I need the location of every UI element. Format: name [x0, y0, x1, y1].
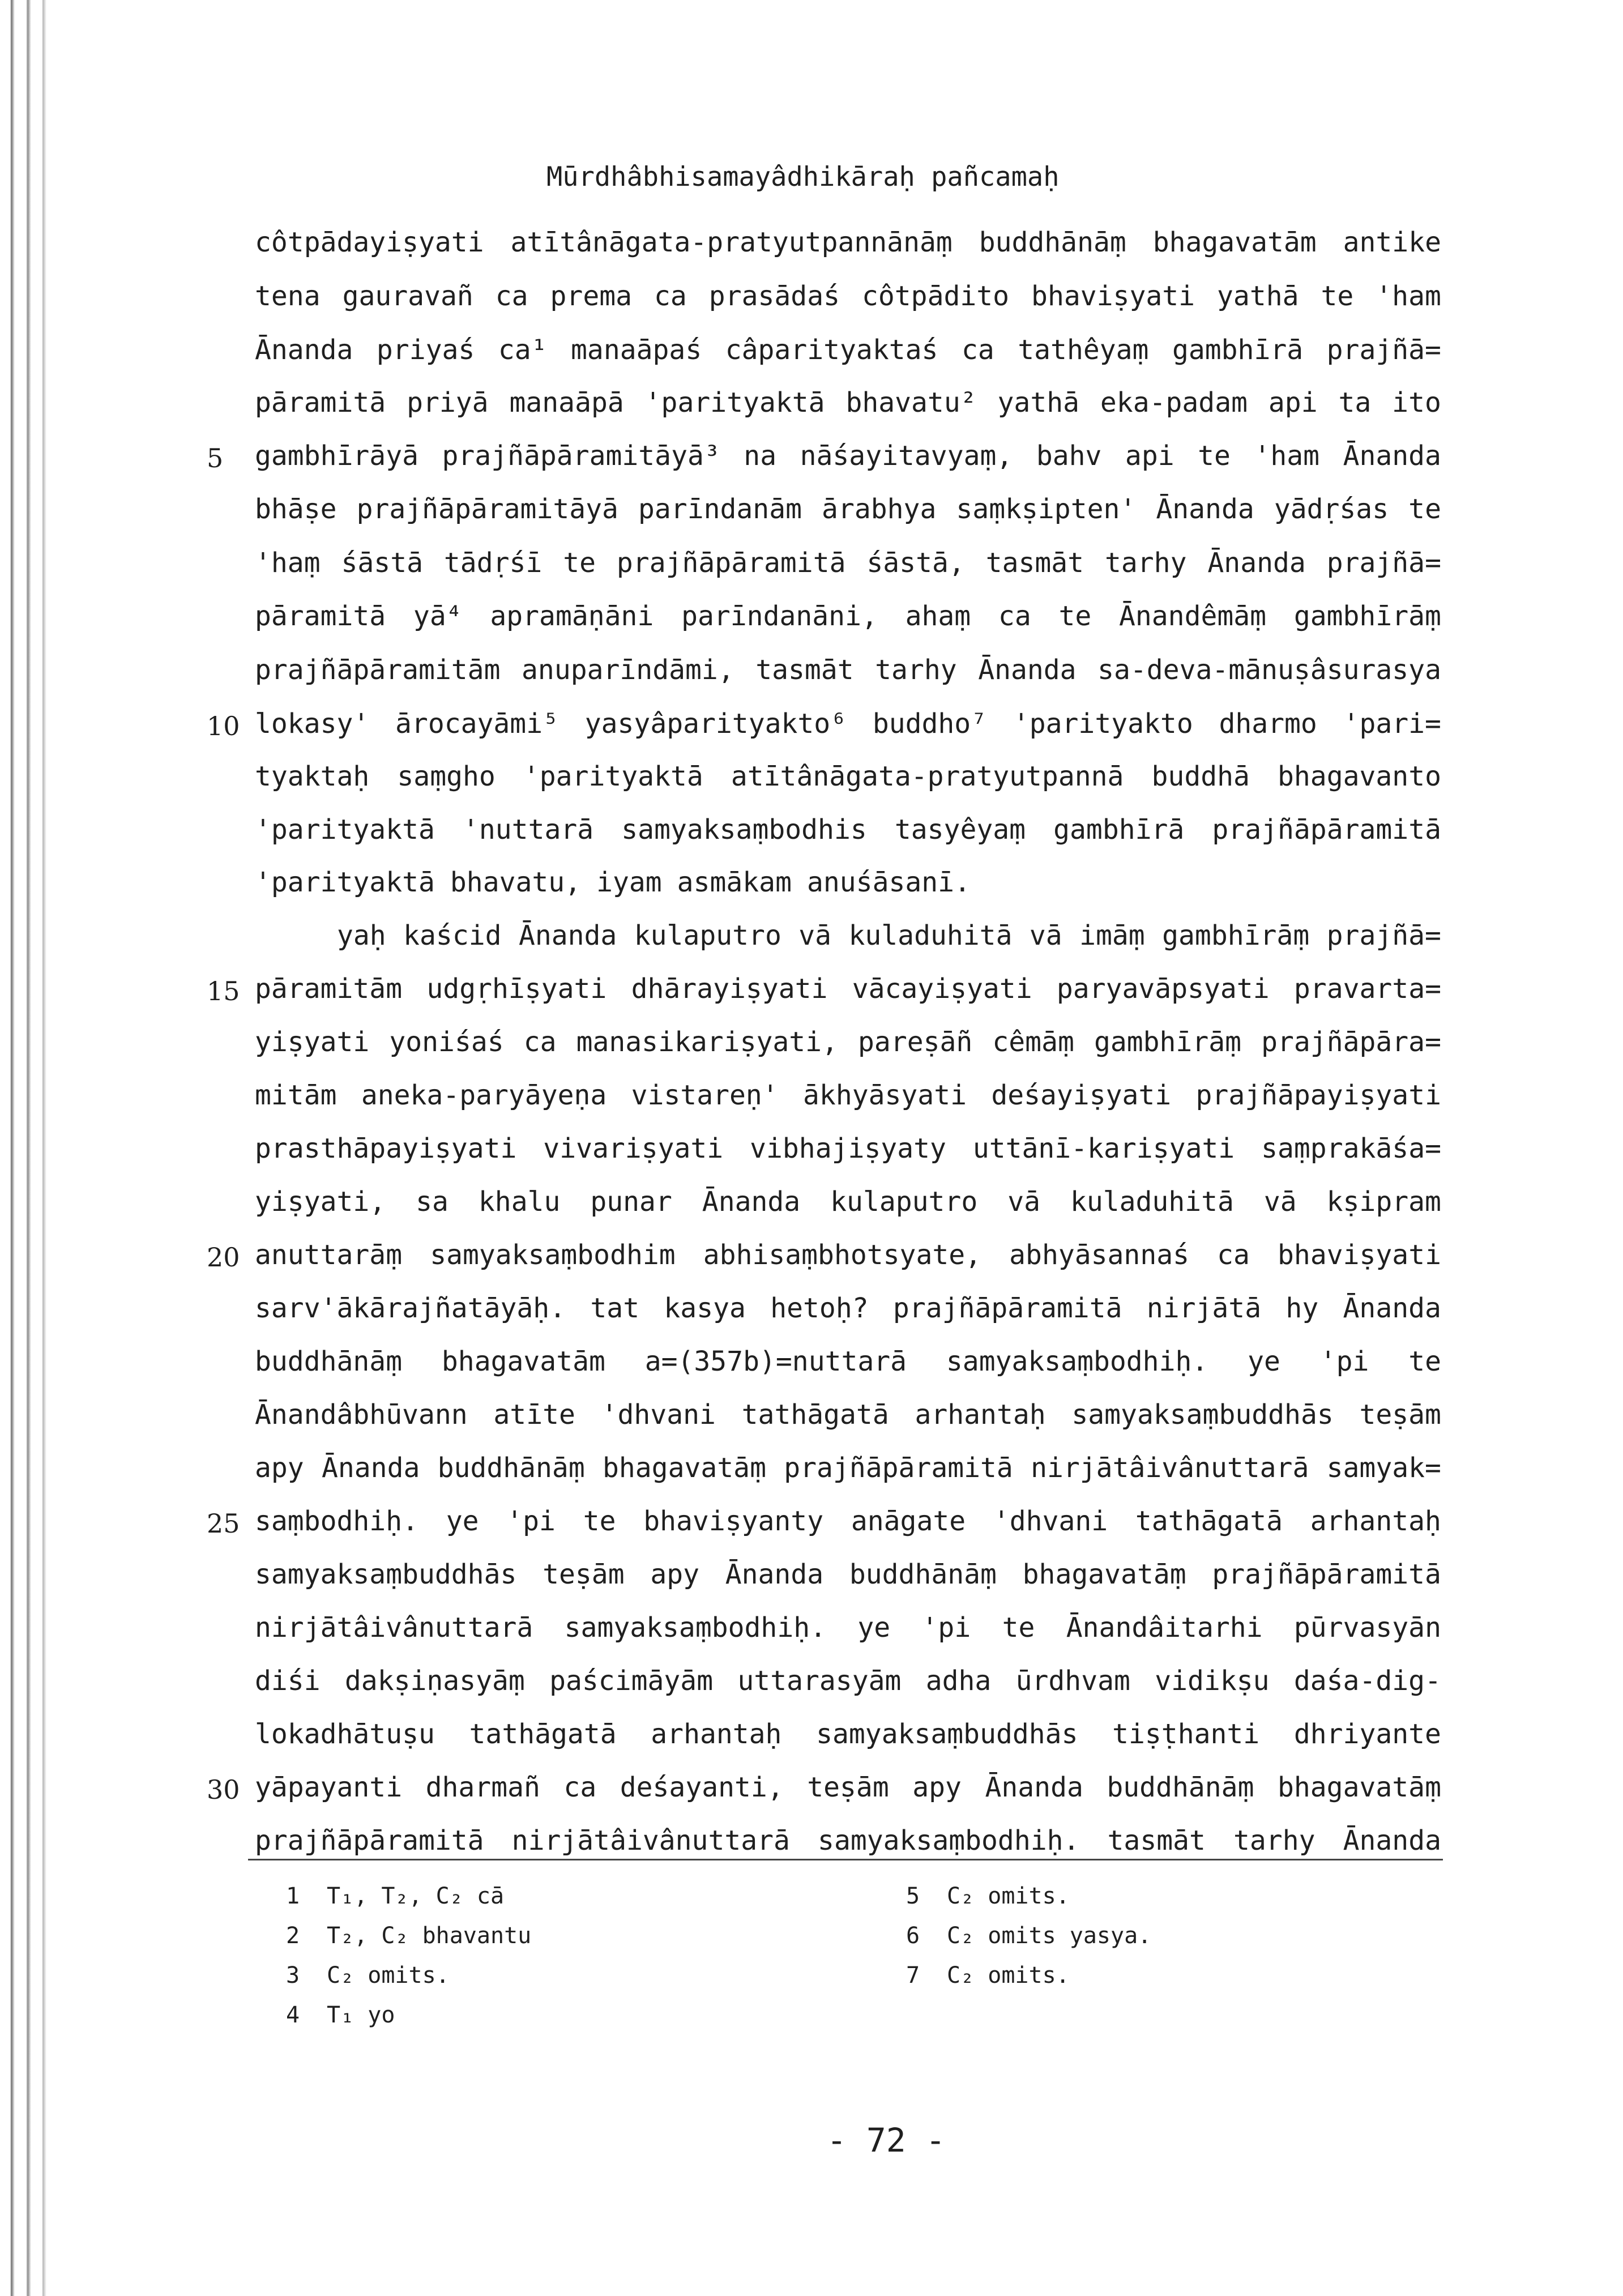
text-line-29 [255, 1718, 1441, 1772]
word: Ānanda [978, 654, 1077, 686]
word: hetoḥ? [770, 1292, 869, 1324]
word: vācayiṣyati [852, 973, 1032, 1005]
text-line-5 [255, 440, 1441, 494]
word: bhagavanto [1278, 761, 1441, 792]
text-line-17 [255, 1079, 1441, 1133]
word: vivariṣyati [543, 1133, 724, 1164]
word: saṃprakāśa= [1261, 1133, 1441, 1164]
footnote: 4 T₁ yo [286, 2002, 395, 2028]
line-number: 20 [207, 1242, 240, 1273]
word: Ānanda [321, 1452, 420, 1484]
word: dharmo [1219, 708, 1317, 740]
word: buddhānāṃ [255, 1346, 403, 1377]
word: 'ham [1254, 440, 1320, 472]
word: buddho⁷ [872, 708, 988, 740]
word: hy [1285, 1292, 1319, 1324]
text-line-11 [255, 761, 1441, 814]
word: samyaksaṃbuddhās [255, 1559, 517, 1590]
text-line-1 [255, 227, 1441, 280]
footnote: 7 C₂ omits. [906, 1962, 1070, 1988]
line-number: 10 [207, 711, 240, 741]
word: apy [255, 1452, 304, 1484]
word: punar [590, 1186, 672, 1218]
word: prajñāpāramitā [255, 1825, 484, 1857]
word: vā [798, 920, 832, 951]
text-line-18 [255, 1133, 1441, 1187]
word: uttānī-kariṣyati [972, 1133, 1235, 1164]
word: ye [446, 1505, 479, 1537]
text-line-21 [255, 1292, 1441, 1346]
word: śāstā [341, 547, 423, 579]
text-line-8 [255, 600, 1441, 654]
text-line-20 [255, 1239, 1441, 1293]
word: ye [857, 1612, 891, 1644]
word: prasādaś [708, 280, 840, 312]
word: manaāpaś [571, 334, 702, 366]
word: dharmañ [425, 1772, 540, 1803]
text-line-19 [255, 1186, 1441, 1240]
word: kulaputro [830, 1186, 978, 1218]
word: sa-deva-mānuṣâsurasya [1097, 654, 1441, 686]
word: priyā [407, 387, 489, 419]
word: ūrdhvam [1015, 1665, 1130, 1697]
word: kasya [664, 1292, 746, 1324]
word: api [1268, 387, 1318, 419]
word: cêmāṃ [992, 1026, 1074, 1058]
text-line-4 [255, 387, 1441, 441]
word: tathêyaṃ [1018, 334, 1149, 366]
word: prajñāpāramitā [1212, 814, 1441, 846]
word: nirjātâivânuttarā [511, 1825, 790, 1857]
word: antike [1343, 227, 1441, 258]
word: khalu [478, 1186, 561, 1218]
word: paryavāpsyati [1056, 973, 1270, 1005]
word: prajñā= [1326, 547, 1441, 579]
line-number: 5 [207, 443, 224, 473]
word: bhaviṣyati [1031, 280, 1195, 312]
word: prajñāpāramitā [1212, 1559, 1441, 1590]
word: Ānandâbhūvann [255, 1399, 468, 1431]
word: bhāṣe [255, 493, 337, 525]
word: bhagavatāṃ [1022, 1559, 1186, 1590]
word: tena [255, 280, 321, 312]
word: côtpādayiṣyati [255, 227, 484, 258]
word: daśa-dig- [1293, 1665, 1441, 1697]
word: ārabhya [822, 493, 937, 525]
word: bhagavatām [1152, 227, 1317, 258]
word: ahaṃ [905, 600, 971, 632]
word: tasyêyaṃ [894, 814, 1026, 846]
word: Ānanda [518, 920, 617, 951]
word: tasmāt [985, 547, 1084, 579]
word: ca¹ [498, 334, 548, 366]
word: te [563, 547, 596, 579]
word: anuttarāṃ [255, 1239, 403, 1271]
word: yiṣyati [255, 1026, 370, 1058]
word: 'pi [1319, 1346, 1369, 1377]
text-line-15 [255, 973, 1441, 1027]
text-line-12 [255, 814, 1441, 868]
word: lokadhātuṣu [255, 1718, 435, 1750]
word: Ānanda [255, 334, 353, 366]
word: buddhānāṃ [849, 1559, 997, 1590]
text-line-6 [255, 493, 1441, 547]
word: samyaksaṃbodhiḥ. [946, 1346, 1208, 1377]
text-line-28 [255, 1665, 1441, 1719]
word: 'dhvani [601, 1399, 716, 1431]
word: saṃgho [397, 761, 496, 792]
word: 'nuttarā [462, 814, 594, 846]
word: arhantaḥ [651, 1718, 782, 1750]
book-binding-edge [0, 0, 62, 2296]
word: teṣām [807, 1772, 889, 1803]
line-number: 15 [207, 976, 240, 1006]
word: kṣipram [1326, 1186, 1441, 1218]
footnote: 3 C₂ omits. [286, 1962, 450, 1988]
word: prema [550, 280, 633, 312]
footnote-rule [248, 1859, 1443, 1860]
word: na [744, 440, 777, 472]
word: 'parityaktā [523, 761, 703, 792]
word: teṣām [543, 1559, 625, 1590]
word: bahv [1036, 440, 1102, 472]
word: prajñāpayiṣyati [1195, 1079, 1441, 1111]
word: dakṣiṇasyāṃ [344, 1665, 525, 1697]
word: Ānanda [1343, 1825, 1441, 1857]
word: yathā [997, 387, 1080, 419]
word: câparityaktaś [725, 334, 938, 366]
word: uttarasyām [737, 1665, 902, 1697]
word: iyam [596, 867, 662, 898]
word: samyaksaṃbuddhās [816, 1718, 1078, 1750]
word: bhavatu² [845, 387, 977, 419]
word: 'dhvani [993, 1505, 1108, 1537]
word: bhagavatāṃ [602, 1452, 766, 1484]
word: priyaś [376, 334, 475, 366]
text-line-2 [255, 280, 1441, 334]
text-line-14 [337, 920, 1441, 974]
word: tādṛśī [443, 547, 543, 579]
word: sa [416, 1186, 449, 1218]
word: 'ham [1376, 280, 1441, 312]
running-head: Mūrdhâbhisamayâdhikāraḥ pañcamaḥ [546, 161, 1060, 193]
word: prajñāpāra= [1261, 1026, 1441, 1058]
word: yiṣyati, [255, 1186, 386, 1218]
word: anuśāsanī. [806, 867, 971, 898]
word: 'pi [506, 1505, 556, 1537]
word: tathāgatā [469, 1718, 617, 1750]
word: 'parityakto [1013, 708, 1193, 740]
word: atīte [493, 1399, 575, 1431]
word: mitām [255, 1079, 337, 1111]
word: bhavatu, [450, 867, 582, 898]
word: prajñāpāramitāyā [356, 493, 618, 525]
text-line-31 [255, 1825, 1441, 1879]
word: ca [998, 600, 1031, 632]
word: vā [1007, 1186, 1040, 1218]
word: samyaksaṃbodhiḥ. [818, 1825, 1080, 1857]
word: atītânāgata-pratyutpannā [731, 761, 1124, 792]
word: te [1321, 280, 1354, 312]
word: parīndanām [638, 493, 802, 525]
word: vidikṣu [1155, 1665, 1270, 1697]
word: apy [650, 1559, 700, 1590]
word: Ānanda [702, 1186, 801, 1218]
word: tarhy [1233, 1825, 1316, 1857]
word: kaścid [403, 920, 502, 951]
word: saṃkṣipten' [956, 493, 1137, 525]
word: tathāgatā [1135, 1505, 1283, 1537]
word: teṣām [1359, 1399, 1441, 1431]
word: tiṣṭhanti [1112, 1718, 1260, 1750]
word: pāramitām [255, 973, 403, 1005]
footnote: 5 C₂ omits. [906, 1883, 1070, 1909]
word: prajñā= [1326, 920, 1441, 951]
word: samyak= [1326, 1452, 1441, 1484]
word: samyaksaṃbodhiḥ. [564, 1612, 827, 1644]
text-line-22 [255, 1346, 1441, 1399]
word: buddhānāṃ [979, 227, 1126, 258]
word: prajñā= [1326, 334, 1441, 366]
word: buddhānāṃ [437, 1452, 585, 1484]
word: samyaksaṃbodhim [430, 1239, 676, 1271]
word: nirjātā [1146, 1292, 1262, 1324]
word: 'pari= [1343, 708, 1441, 740]
word: śāstā, [866, 547, 965, 579]
word: imāṃ [1079, 920, 1145, 951]
word: manaāpā [509, 387, 624, 419]
text-line-30 [255, 1772, 1441, 1825]
word: tyaktaḥ [255, 761, 370, 792]
word: eka-padam [1100, 387, 1248, 419]
footnote: 1 T₁, T₂, C₂ cā [286, 1883, 505, 1909]
word: nāśayitavyaṃ, [800, 440, 1013, 472]
word: prajñāpāramitā [616, 547, 846, 579]
word: yasyâparityakto⁶ [584, 708, 847, 740]
word: saṃbodhiḥ. [255, 1505, 418, 1537]
word: vā [1029, 920, 1062, 951]
word: samyaksaṃbodhis [621, 814, 867, 846]
word: 'parityaktā [644, 387, 825, 419]
word: 'haṃ [255, 547, 321, 579]
word: a=(357b)=nuttarā [644, 1346, 907, 1377]
word: bhaviṣyati [1278, 1239, 1441, 1271]
word: adha [925, 1665, 992, 1697]
word: 'parityaktā [255, 814, 435, 846]
word: yādṛśas [1274, 493, 1389, 525]
word: Ānandâitarhi [1066, 1612, 1263, 1644]
word: api [1125, 440, 1174, 472]
word: yaḥ [337, 920, 386, 951]
word: prasthāpayiṣyati [255, 1133, 517, 1164]
word: ca [495, 280, 528, 312]
word: ākhyāsyati [803, 1079, 967, 1111]
text-line-9 [255, 654, 1441, 708]
word: gambhīrāṃ [1293, 600, 1441, 632]
word: gambhīrāṃ [1094, 1026, 1242, 1058]
word: ca [1217, 1239, 1250, 1271]
word: bhaviṣyanty [643, 1505, 824, 1537]
word: te [583, 1505, 616, 1537]
word: yāpayanti [255, 1772, 403, 1803]
footnote: 6 C₂ omits yasya. [906, 1923, 1152, 1949]
word: 'parityaktā [255, 867, 435, 898]
word: 'pi [921, 1612, 971, 1644]
word: Ānanda [1343, 440, 1441, 472]
word: arhantaḥ [1310, 1505, 1441, 1537]
word: ito [1392, 387, 1441, 419]
word: te [1198, 440, 1231, 472]
word: atītânāgata-pratyutpannānāṃ [510, 227, 953, 258]
text-line-23 [255, 1399, 1441, 1453]
text-line-7 [255, 547, 1441, 601]
word: bhagavatām [441, 1346, 605, 1377]
word: aneka-paryāyeṇa [361, 1079, 607, 1111]
text-line-13 [255, 867, 1441, 920]
word: Ānanda [985, 1772, 1083, 1803]
word: yā⁴ [413, 600, 463, 632]
line-number: 25 [207, 1508, 240, 1539]
word: Ānandêmāṃ [1118, 600, 1267, 632]
text-line-16 [255, 1026, 1441, 1080]
word: tarhy [1104, 547, 1187, 579]
word: ca [654, 280, 687, 312]
word: Ānanda [1343, 1292, 1441, 1324]
word: gambhīrā [1053, 814, 1185, 846]
word: tat [590, 1292, 640, 1324]
word: asmākam [677, 867, 792, 898]
word: prajñāpāramitām [255, 654, 501, 686]
word: Ānanda [1207, 547, 1306, 579]
word: nirjātâivânuttarā [1031, 1452, 1309, 1484]
word: deśayiṣyati [991, 1079, 1172, 1111]
word: paścimāyām [549, 1665, 714, 1697]
word: kulaputro [634, 920, 781, 951]
word: dhārayiṣyati [631, 973, 828, 1005]
word: te [1408, 1346, 1441, 1377]
word: abhisaṃbhotsyate, [703, 1239, 982, 1271]
word: Ānanda [725, 1559, 824, 1590]
word: pūrvasyān [1293, 1612, 1441, 1644]
word: yoniśaś [389, 1026, 504, 1058]
word: dhriyante [1293, 1718, 1441, 1750]
word: nirjātâivânuttarā [255, 1612, 533, 1644]
word: prajñāpāramitāyā³ [442, 440, 720, 472]
word: tasmāt [1107, 1825, 1206, 1857]
word: te [1058, 600, 1092, 632]
word: apramāṇāni [490, 600, 654, 632]
page-number: - 72 - [827, 2121, 946, 2160]
word: udgṛhīṣyati [426, 973, 607, 1005]
word: vistareṇ' [631, 1079, 779, 1111]
word: anuparīndāmi, [522, 654, 734, 686]
word: ta [1338, 387, 1372, 419]
word: kuladuhitā [1070, 1186, 1234, 1218]
line-number: 30 [207, 1774, 240, 1805]
text-line-25 [255, 1505, 1441, 1559]
word: kuladuhitā [848, 920, 1013, 951]
word: lokasy' [255, 708, 370, 740]
word: ca [563, 1772, 597, 1803]
word: prajñāpāramitā [892, 1292, 1122, 1324]
word: pāramitā [255, 600, 386, 632]
word: pareṣāñ [858, 1026, 973, 1058]
word: tasmāt [755, 654, 854, 686]
word: buddhānāṃ [1107, 1772, 1254, 1803]
word: apy [912, 1772, 962, 1803]
word: Ānanda [1156, 493, 1254, 525]
word: bhagavatāṃ [1277, 1772, 1441, 1803]
word: gambhīrāyā [255, 440, 418, 472]
word: parīndanāni, [681, 600, 878, 632]
text-line-24 [255, 1452, 1441, 1506]
word: gambhīrā [1172, 334, 1304, 366]
word: te [1002, 1612, 1035, 1644]
word: ca [961, 334, 994, 366]
word: diśi [255, 1665, 321, 1697]
word: te [1408, 493, 1441, 525]
word: sarv'ākārajñatāyāḥ. [255, 1292, 566, 1324]
word: ye [1248, 1346, 1280, 1377]
text-line-3 [255, 334, 1441, 388]
word: buddhā [1151, 761, 1250, 792]
word: ārocayāmi⁵ [395, 708, 559, 740]
word: côtpādito [861, 280, 1010, 312]
text-line-10 [255, 708, 1441, 762]
word: vibhajiṣyaty [750, 1133, 946, 1164]
word: tathāgatā [741, 1399, 889, 1431]
word: pāramitā [255, 387, 386, 419]
word: arhantaḥ [915, 1399, 1046, 1431]
word: vā [1263, 1186, 1297, 1218]
word: ca [523, 1026, 557, 1058]
footnote: 2 T₂, C₂ bhavantu [286, 1923, 532, 1949]
word: deśayanti, [620, 1772, 784, 1803]
text-line-26 [255, 1559, 1441, 1612]
word: gauravañ [342, 280, 473, 312]
word: samyaksaṃbuddhās [1071, 1399, 1334, 1431]
text-line-27 [255, 1612, 1441, 1666]
word: prajñāpāramitā [784, 1452, 1013, 1484]
word: pravarta= [1293, 973, 1441, 1005]
word: abhyāsannaś [1009, 1239, 1190, 1271]
word: tarhy [875, 654, 957, 686]
word: manasikariṣyati, [576, 1026, 838, 1058]
word: yathā [1217, 280, 1299, 312]
word: gambhīrāṃ [1162, 920, 1310, 951]
word: anāgate [851, 1505, 966, 1537]
